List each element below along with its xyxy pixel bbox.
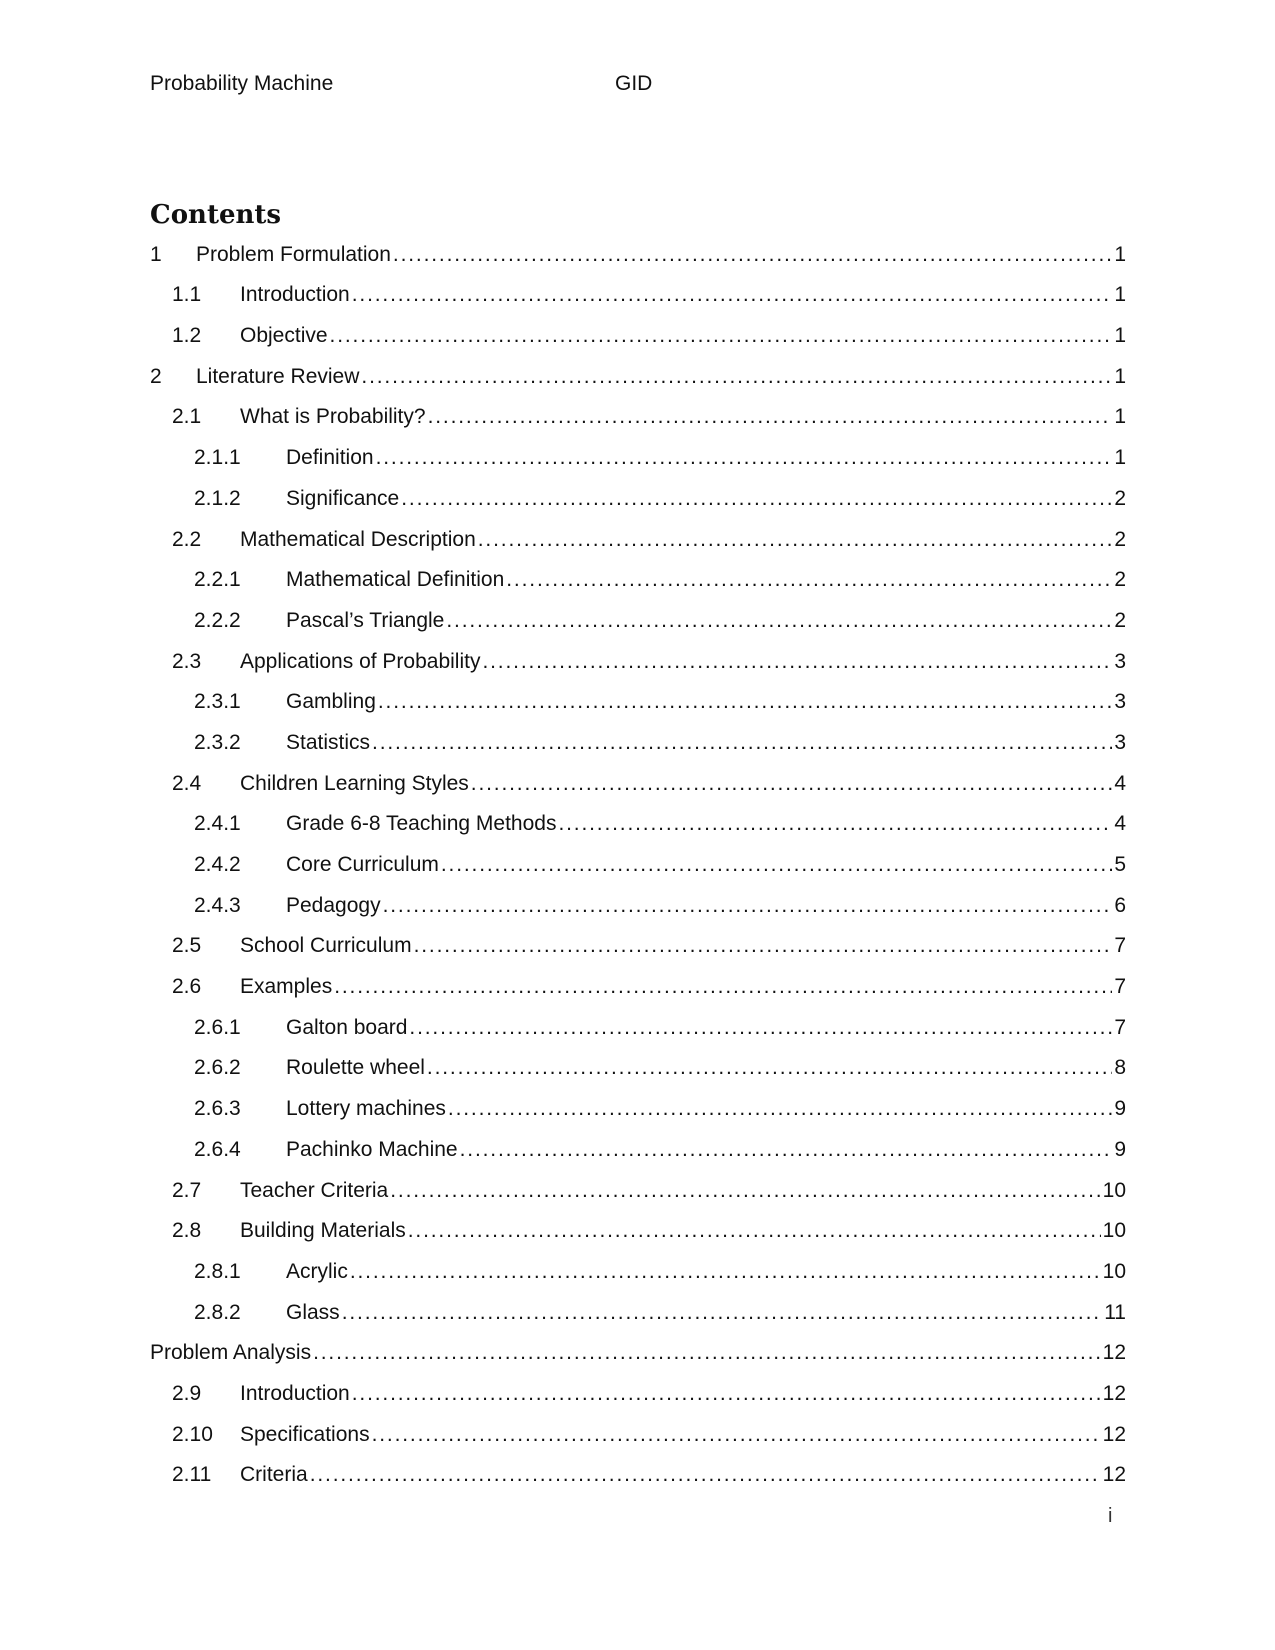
toc-dot-leader	[446, 609, 1112, 633]
toc-entry-page: 3	[1114, 649, 1126, 673]
toc-entry-title: Pascal’s Triangle	[286, 608, 445, 632]
toc-dot-leader	[383, 894, 1113, 918]
toc-entry-page: 1	[1114, 283, 1126, 307]
toc-dot-leader	[330, 324, 1113, 348]
toc-entry-title: Lottery machines	[286, 1097, 446, 1121]
toc-entry-title: Mathematical Description	[240, 527, 476, 551]
table-of-contents	[150, 232, 1126, 1493]
toc-entry[interactable]	[150, 720, 1126, 761]
toc-entry[interactable]	[150, 558, 1126, 599]
toc-dot-leader	[428, 405, 1113, 429]
toc-dot-leader	[310, 1463, 1101, 1487]
toc-dot-leader	[352, 283, 1113, 307]
toc-entry[interactable]	[150, 1249, 1126, 1290]
toc-entry-page: 1	[1114, 324, 1126, 348]
toc-entry-number: 2.6.2	[194, 1056, 241, 1080]
toc-entry[interactable]	[150, 1290, 1126, 1331]
toc-entry-page: 2	[1114, 608, 1126, 632]
toc-entry[interactable]	[150, 1331, 1126, 1372]
toc-entry-number: 2.10	[172, 1422, 213, 1446]
toc-dot-leader	[441, 853, 1112, 877]
toc-entry-number: 2.4	[172, 771, 202, 795]
toc-entry-number: 2.6	[172, 975, 202, 999]
toc-dot-leader	[342, 1301, 1103, 1325]
toc-entry-number: 2.3.1	[194, 690, 241, 714]
toc-entry-page: 12	[1102, 1422, 1126, 1446]
toc-entry[interactable]	[150, 1086, 1126, 1127]
toc-entry-page: 10	[1102, 1259, 1126, 1283]
toc-entry-title: Core Curriculum	[286, 853, 439, 876]
toc-entry[interactable]	[150, 435, 1126, 476]
toc-entry-title: Teacher Criteria	[240, 1178, 389, 1202]
toc-dot-leader	[506, 568, 1112, 592]
toc-entry-number: 2.6.1	[194, 1015, 241, 1039]
toc-entry[interactable]	[150, 517, 1126, 558]
toc-entry[interactable]	[150, 1209, 1126, 1250]
toc-dot-leader	[558, 812, 1112, 836]
toc-entry-title: Examples	[240, 975, 333, 999]
toc-entry-title: Pedagogy	[286, 893, 381, 917]
toc-entry-page: 9	[1114, 1097, 1126, 1121]
toc-entry-title: Problem Analysis	[150, 1341, 312, 1365]
toc-entry-title: Glass	[286, 1300, 340, 1324]
toc-entry[interactable]	[150, 476, 1126, 517]
toc-entry-title: Mathematical Definition	[286, 568, 505, 592]
toc-dot-leader	[414, 934, 1113, 958]
toc-entry-number: 2.4.2	[194, 853, 241, 876]
toc-entry-number: 2.6.4	[194, 1137, 241, 1161]
toc-entry[interactable]	[150, 1168, 1126, 1209]
toc-entry-page: 12	[1102, 1463, 1126, 1487]
toc-entry-title: Introduction	[240, 283, 350, 307]
toc-entry[interactable]	[150, 1005, 1126, 1046]
toc-entry-number: 2.2	[172, 527, 202, 551]
toc-dot-leader	[334, 975, 1112, 999]
toc-entry-page: 11	[1104, 1300, 1126, 1324]
toc-entry-title: Galton board	[286, 1015, 408, 1039]
toc-entry[interactable]	[150, 761, 1126, 802]
toc-entry-title: Roulette wheel	[286, 1056, 425, 1080]
toc-dot-leader	[401, 487, 1112, 511]
toc-dot-leader	[478, 528, 1113, 552]
toc-entry[interactable]	[150, 598, 1126, 639]
toc-entry[interactable]	[150, 395, 1126, 436]
toc-entry-title: School Curriculum	[240, 934, 412, 958]
toc-entry-page: 6	[1114, 893, 1126, 917]
toc-entry-title: Gambling	[286, 690, 376, 714]
toc-entry[interactable]	[150, 924, 1126, 965]
toc-entry-number: 2.2.2	[194, 608, 241, 632]
toc-entry-page: 2	[1114, 527, 1126, 551]
toc-entry[interactable]	[150, 1046, 1126, 1087]
toc-entry-title: Applications of Probability	[240, 649, 481, 673]
toc-dot-leader	[460, 1138, 1113, 1162]
toc-dot-leader	[448, 1097, 1112, 1121]
toc-entry-page: 12	[1102, 1381, 1126, 1405]
toc-entry-number: 2.5	[172, 934, 202, 958]
toc-entry-page: 2	[1114, 486, 1126, 510]
toc-entry-page: 5	[1114, 853, 1126, 876]
toc-entry-page: 8	[1114, 1056, 1126, 1080]
header-document-title: Probability Machine	[150, 72, 334, 95]
toc-entry[interactable]	[150, 1412, 1126, 1453]
toc-entry-page: 4	[1114, 812, 1126, 836]
toc-entry-number: 2	[150, 364, 162, 388]
toc-entry-number: 2.1.2	[194, 486, 241, 510]
toc-entry-number: 1.2	[172, 324, 202, 348]
toc-entry-title: Pachinko Machine	[286, 1137, 458, 1161]
toc-entry-number: 2.7	[172, 1178, 202, 1202]
toc-dot-leader	[408, 1219, 1101, 1243]
toc-entry-title: Building Materials	[240, 1219, 406, 1243]
page-number: i	[1108, 1505, 1113, 1527]
toc-entry-number: 1.1	[172, 283, 202, 307]
toc-entry-number: 2.4.3	[194, 893, 241, 917]
toc-dot-leader	[376, 446, 1113, 470]
toc-entry-page: 1	[1114, 446, 1126, 470]
toc-entry-title: Introduction	[240, 1381, 350, 1405]
toc-entry-title: Specifications	[240, 1422, 370, 1446]
toc-entry-page: 10	[1102, 1178, 1126, 1202]
toc-dot-leader	[427, 1056, 1112, 1080]
toc-entry-number: 2.8.2	[194, 1300, 241, 1324]
toc-entry-number: 2.4.1	[194, 812, 241, 836]
toc-entry[interactable]	[150, 1371, 1126, 1412]
toc-entry[interactable]	[150, 680, 1126, 721]
toc-entry-page: 7	[1114, 934, 1126, 958]
toc-entry-page: 10	[1102, 1219, 1126, 1243]
page-header	[150, 72, 1150, 102]
toc-entry-number: 1	[150, 242, 162, 266]
toc-entry[interactable]	[150, 964, 1126, 1005]
toc-dot-leader	[350, 1260, 1101, 1284]
toc-entry-title: Objective	[240, 324, 328, 348]
header-group-id: GID	[615, 72, 653, 95]
toc-entry-number: 2.2.1	[194, 568, 241, 592]
toc-title: Contents	[150, 200, 282, 230]
toc-entry-title: Acrylic	[286, 1259, 348, 1283]
toc-entry-title: Literature Review	[196, 364, 360, 388]
toc-entry-page: 1	[1114, 242, 1126, 266]
toc-entry-title: Criteria	[240, 1463, 308, 1487]
toc-entry-page: 3	[1114, 690, 1126, 714]
toc-entry-number: 2.1	[172, 405, 202, 429]
toc-entry-number: 2.3	[172, 649, 202, 673]
toc-dot-leader	[393, 243, 1112, 267]
toc-dot-leader	[372, 731, 1112, 755]
toc-entry-title: Problem Formulation	[196, 242, 391, 266]
toc-entry-page: 1	[1114, 364, 1126, 388]
toc-dot-leader	[390, 1179, 1100, 1203]
toc-entry-number: 2.8.1	[194, 1259, 241, 1283]
toc-entry[interactable]	[150, 232, 1126, 273]
toc-entry[interactable]	[150, 883, 1126, 924]
toc-entry[interactable]	[150, 639, 1126, 680]
toc-entry-title: Definition	[286, 446, 374, 470]
toc-dot-leader	[378, 690, 1112, 714]
toc-entry[interactable]	[150, 802, 1126, 843]
toc-dot-leader	[372, 1423, 1101, 1447]
toc-dot-leader	[352, 1382, 1101, 1406]
toc-entry[interactable]	[150, 273, 1126, 314]
toc-entry-title: Statistics	[286, 730, 371, 754]
toc-dot-leader	[361, 365, 1112, 389]
toc-entry-title: Grade 6-8 Teaching Methods	[286, 812, 557, 836]
toc-entry-page: 3	[1114, 730, 1126, 754]
toc-entry-page: 9	[1114, 1137, 1126, 1161]
toc-entry-title: What is Probability?	[240, 405, 426, 429]
toc-entry-number: 2.1.1	[194, 446, 241, 470]
toc-dot-leader	[471, 772, 1113, 796]
toc-entry[interactable]	[150, 354, 1126, 395]
toc-dot-leader	[313, 1341, 1101, 1365]
toc-entry[interactable]	[150, 842, 1126, 883]
toc-entry-number: 2.9	[172, 1381, 202, 1405]
toc-entry-page: 2	[1114, 568, 1126, 592]
toc-entry[interactable]	[150, 1127, 1126, 1168]
toc-entry-number: 2.11	[172, 1463, 212, 1487]
toc-entry-title: Children Learning Styles	[240, 771, 469, 795]
toc-entry-page: 7	[1114, 975, 1126, 999]
toc-entry[interactable]	[150, 313, 1126, 354]
toc-entry-page: 4	[1114, 771, 1126, 795]
toc-entry-number: 2.6.3	[194, 1097, 241, 1121]
toc-dot-leader	[409, 1016, 1112, 1040]
toc-entry-number: 2.8	[172, 1219, 202, 1243]
toc-dot-leader	[482, 650, 1112, 674]
toc-entry-number: 2.3.2	[194, 730, 241, 754]
toc-entry-title: Significance	[286, 486, 400, 510]
toc-entry-page: 1	[1114, 405, 1126, 429]
toc-entry-page: 7	[1114, 1015, 1126, 1039]
toc-entry-page: 12	[1102, 1341, 1126, 1365]
toc-entry[interactable]	[150, 1453, 1126, 1494]
